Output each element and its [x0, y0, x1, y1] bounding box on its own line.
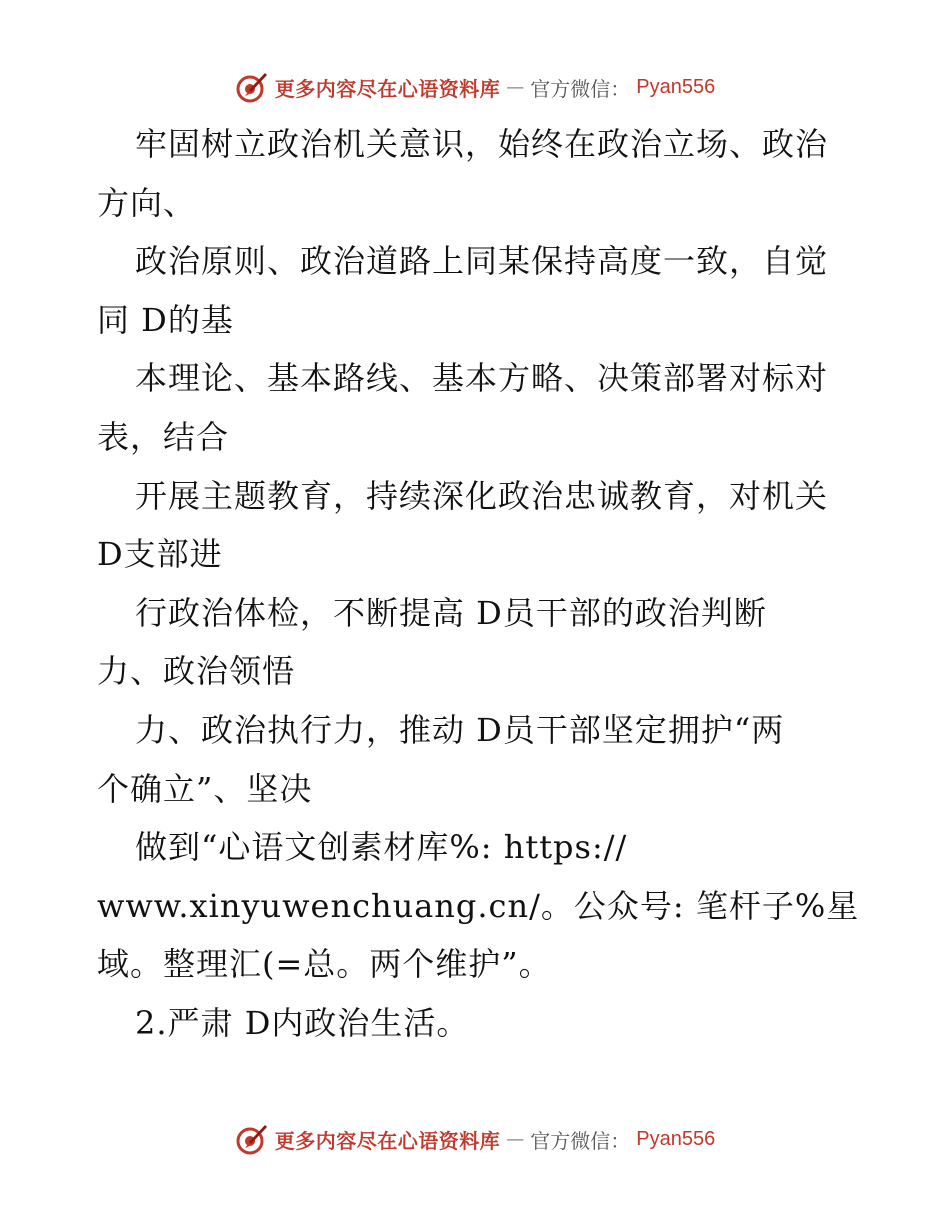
header-brand-text: 更多内容尽在心语资料库: [274, 76, 501, 101]
text-line-7: 开展主题教育，持续深化政治忠诚教育，对机关: [135, 476, 829, 515]
header-separator: —: [506, 76, 525, 98]
page-header: [0, 70, 950, 104]
text-line-4: 同 D的基: [97, 300, 234, 339]
text-line-9: 行政治体检，不断提高 D员干部的政治判断: [135, 593, 767, 632]
text-line-1: 牢固树立政治机关意识，始终在政治立场、政治: [135, 125, 829, 163]
footer-wechat-id: Pyan556: [636, 1127, 716, 1150]
footer-wechat-label: 官方微信：: [530, 1128, 631, 1153]
header-wechat-label: 官方微信：: [530, 76, 631, 101]
text-line-8: D支部进: [97, 535, 223, 574]
text-line-10: 力、政治领悟: [97, 652, 296, 691]
page-footer: [0, 1122, 950, 1156]
text-line-14: www.xinyuwenchuang.cn/。公众号: 笔杆子%星: [97, 886, 860, 925]
brush-pen-logo-icon: [235, 70, 269, 104]
text-line-3: 政治原则、政治道路上同某保持高度一致，自觉: [135, 242, 829, 281]
header-brand: [235, 70, 715, 104]
footer-separator: —: [506, 1128, 525, 1150]
text-line-2: 方向、: [97, 183, 197, 222]
footer-brand-text: 更多内容尽在心语资料库: [274, 1128, 501, 1153]
text-line-13: 做到“心语文创素材库%: https://: [135, 828, 628, 867]
document-body: [97, 115, 860, 1053]
footer-brand: [235, 1122, 715, 1156]
text-line-5: 本理论、基本路线、基本方略、决策部署对标对: [135, 359, 829, 398]
header-wechat-id: Pyan556: [636, 75, 716, 98]
brush-pen-logo-icon: [235, 1122, 269, 1156]
text-line-11: 力、政治执行力，推动 D员干部坚定拥护“两: [135, 710, 785, 749]
text-line-16: 2.严肃 D内政治生活。: [135, 1003, 470, 1042]
text-line-15: 域。整理汇(=总。两个维护”。: [97, 945, 552, 984]
text-line-12: 个确立”、坚决: [97, 769, 313, 808]
text-line-6: 表，结合: [97, 417, 230, 456]
